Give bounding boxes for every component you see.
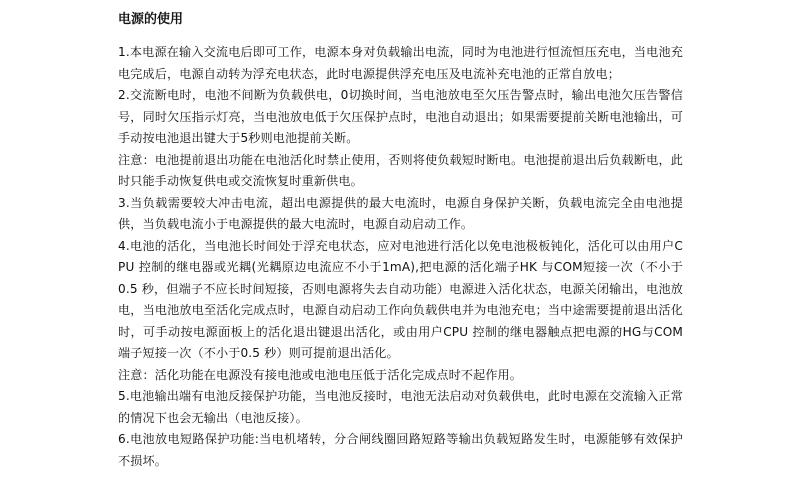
paragraph-3-surge-current: 3.当负载需要较大冲击电流，超出电源提供的最大电流时，电源自身保护关断，负载电流完全由电池提供，当负载电流小于电源提供的最大电流时，电源自动启动工作。 [118, 195, 683, 231]
paragraph-2-ac-outage: 2.交流断电时，电池不间断为负载供电，0切换时间，当电池放电至欠压告警点时，输出电池欠压告警信号，同时欠压指示灯亮，当电池放电低于欠压保护点时，电池自动退出；如果需要提前关断电池输出，可手动按电池退出键大于5秒则电池提前关断。 [118, 88, 683, 145]
paragraph-5-reverse-protection: 5.电池输出端有电池反接保护功能，当电池反接时，电池无法启动对负载供电，此时电源在交流输入正常的情况下也会无输出（电池反接）。 [118, 389, 683, 425]
note-activation: 注意：活化功能在电源没有接电池或电池电压低于活化完成点时不起作用。 [118, 367, 523, 382]
paragraph-6-short-circuit: 6.电池放电短路保护功能:当电机堵转，分合闸线圈回路短路等输出负载短路发生时，电源能够有效保护不损坏。 [118, 432, 683, 468]
document-body [118, 10, 683, 472]
paragraph-4-battery-activation: 4.电池的活化，当电池长时间处于浮充电状态，应对电池进行活化以免电池极板钝化，活化可以由用户CPU 控制的继电器或光耦(光耦原边电流应不小于1mA),把电源的活化端子HK 与COM短接一次（不小于0.5 秒，但端子不应长时间短接，否则电源将失去自动功能）电源进入活化状态，电源关闭输出，电池放电，当电池放电至活化完成点时，电源自动启动工作向负载供电并为电池充电；当中途需要提前退出活化时，可手动按电源面板上的活化退出键退出活化，或由用户CPU 控制的继电器触点把电源的HG与COM端子短接一次（不小于0.5 秒）则可提前退出活化。 [118, 238, 683, 360]
paragraph-1-charging: 1.本电源在输入交流电后即可工作，电源本身对负载输出电流，同时为电池进行恒流恒压充电，当电池充电完成后，电源自动转为浮充电状态，此时电源提供浮充电压及电流补充电池的正常自放电； [118, 45, 683, 81]
document-title: 电源的使用 [118, 12, 184, 27]
note-early-exit: 注意：电池提前退出功能在电池活化时禁止使用，否则将使负载短时断电。电池提前退出后负载断电，此时只能手动恢复供电或交流恢复时重新供电。 [118, 152, 683, 188]
